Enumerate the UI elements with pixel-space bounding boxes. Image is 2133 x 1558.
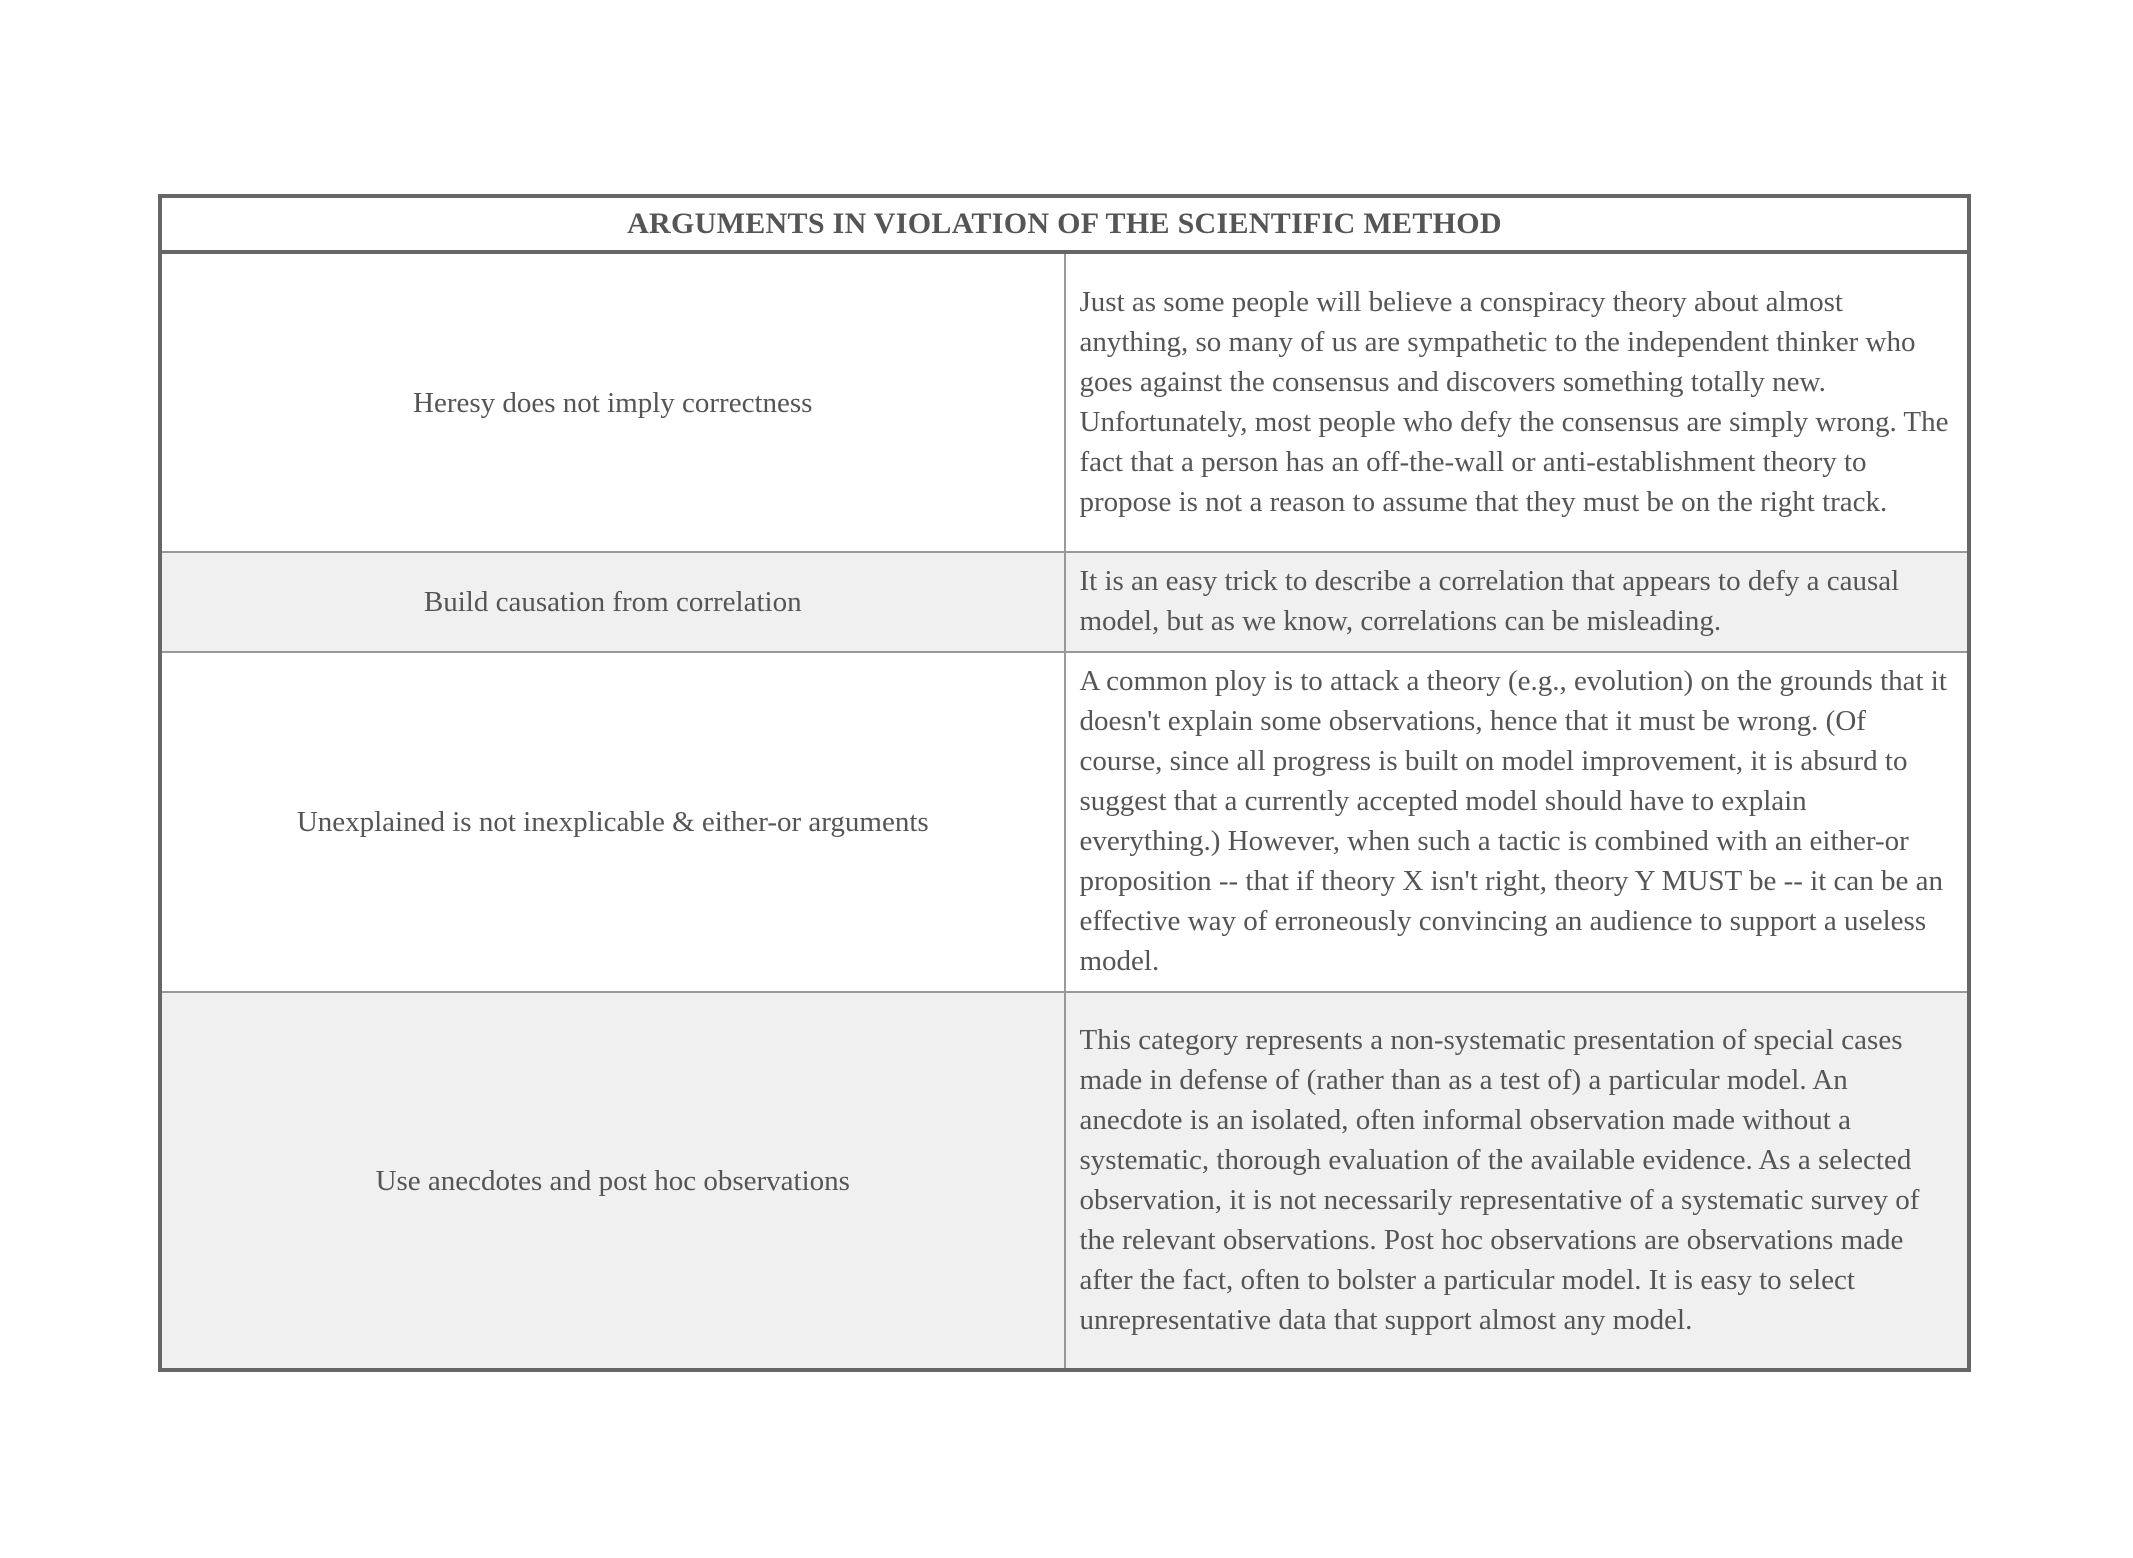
table-title: ARGUMENTS IN VIOLATION OF THE SCIENTIFIC METHOD <box>160 196 1969 252</box>
table-row <box>160 652 1969 992</box>
table-row <box>160 992 1969 1370</box>
table-row <box>160 552 1969 652</box>
table-header-row <box>160 196 1969 252</box>
argument-description: It is an easy trick to describe a correlation that appears to defy a causal model, but as we know, correlations can be misleading. <box>1065 552 1970 652</box>
argument-term: Build causation from correlation <box>160 552 1065 652</box>
argument-term: Unexplained is not inexplicable & either-or arguments <box>160 652 1065 992</box>
argument-term: Use anecdotes and post hoc observations <box>160 992 1065 1370</box>
argument-description: This category represents a non-systematic presentation of special cases made in defense of (rather than as a test of) a particular model. An anecdote is an isolated, often informal observation made without a systematic, thorough evaluation of the available evidence. As a selected observation, it is not necessarily representative of a systematic survey of the relevant observations. Post hoc observations are observations made after the fact, often to bolster a particular model. It is easy to select unrepresentative data that support almost any model. <box>1065 992 1970 1370</box>
table-row <box>160 252 1969 552</box>
argument-description: A common ploy is to attack a theory (e.g., evolution) on the grounds that it doesn't explain some observations, hence that it must be wrong. (Of course, since all progress is built on model improvement, it is absurd to suggest that a currently accepted model should have to explain everything.) However, when such a tactic is combined with an either-or proposition -- that if theory X isn't right, theory Y MUST be -- it can be an effective way of erroneously convincing an audience to support a useless model. <box>1065 652 1970 992</box>
argument-term: Heresy does not imply correctness <box>160 252 1065 552</box>
arguments-table <box>158 194 1971 1372</box>
argument-description: Just as some people will believe a conspiracy theory about almost anything, so many of us are sympathetic to the independent thinker who goes against the consensus and discovers something totally new. Unfortunately, most people who defy the consensus are simply wrong. The fact that a person has an off-the-wall or anti-establishment theory to propose is not a reason to assume that they must be on the right track. <box>1065 252 1970 552</box>
